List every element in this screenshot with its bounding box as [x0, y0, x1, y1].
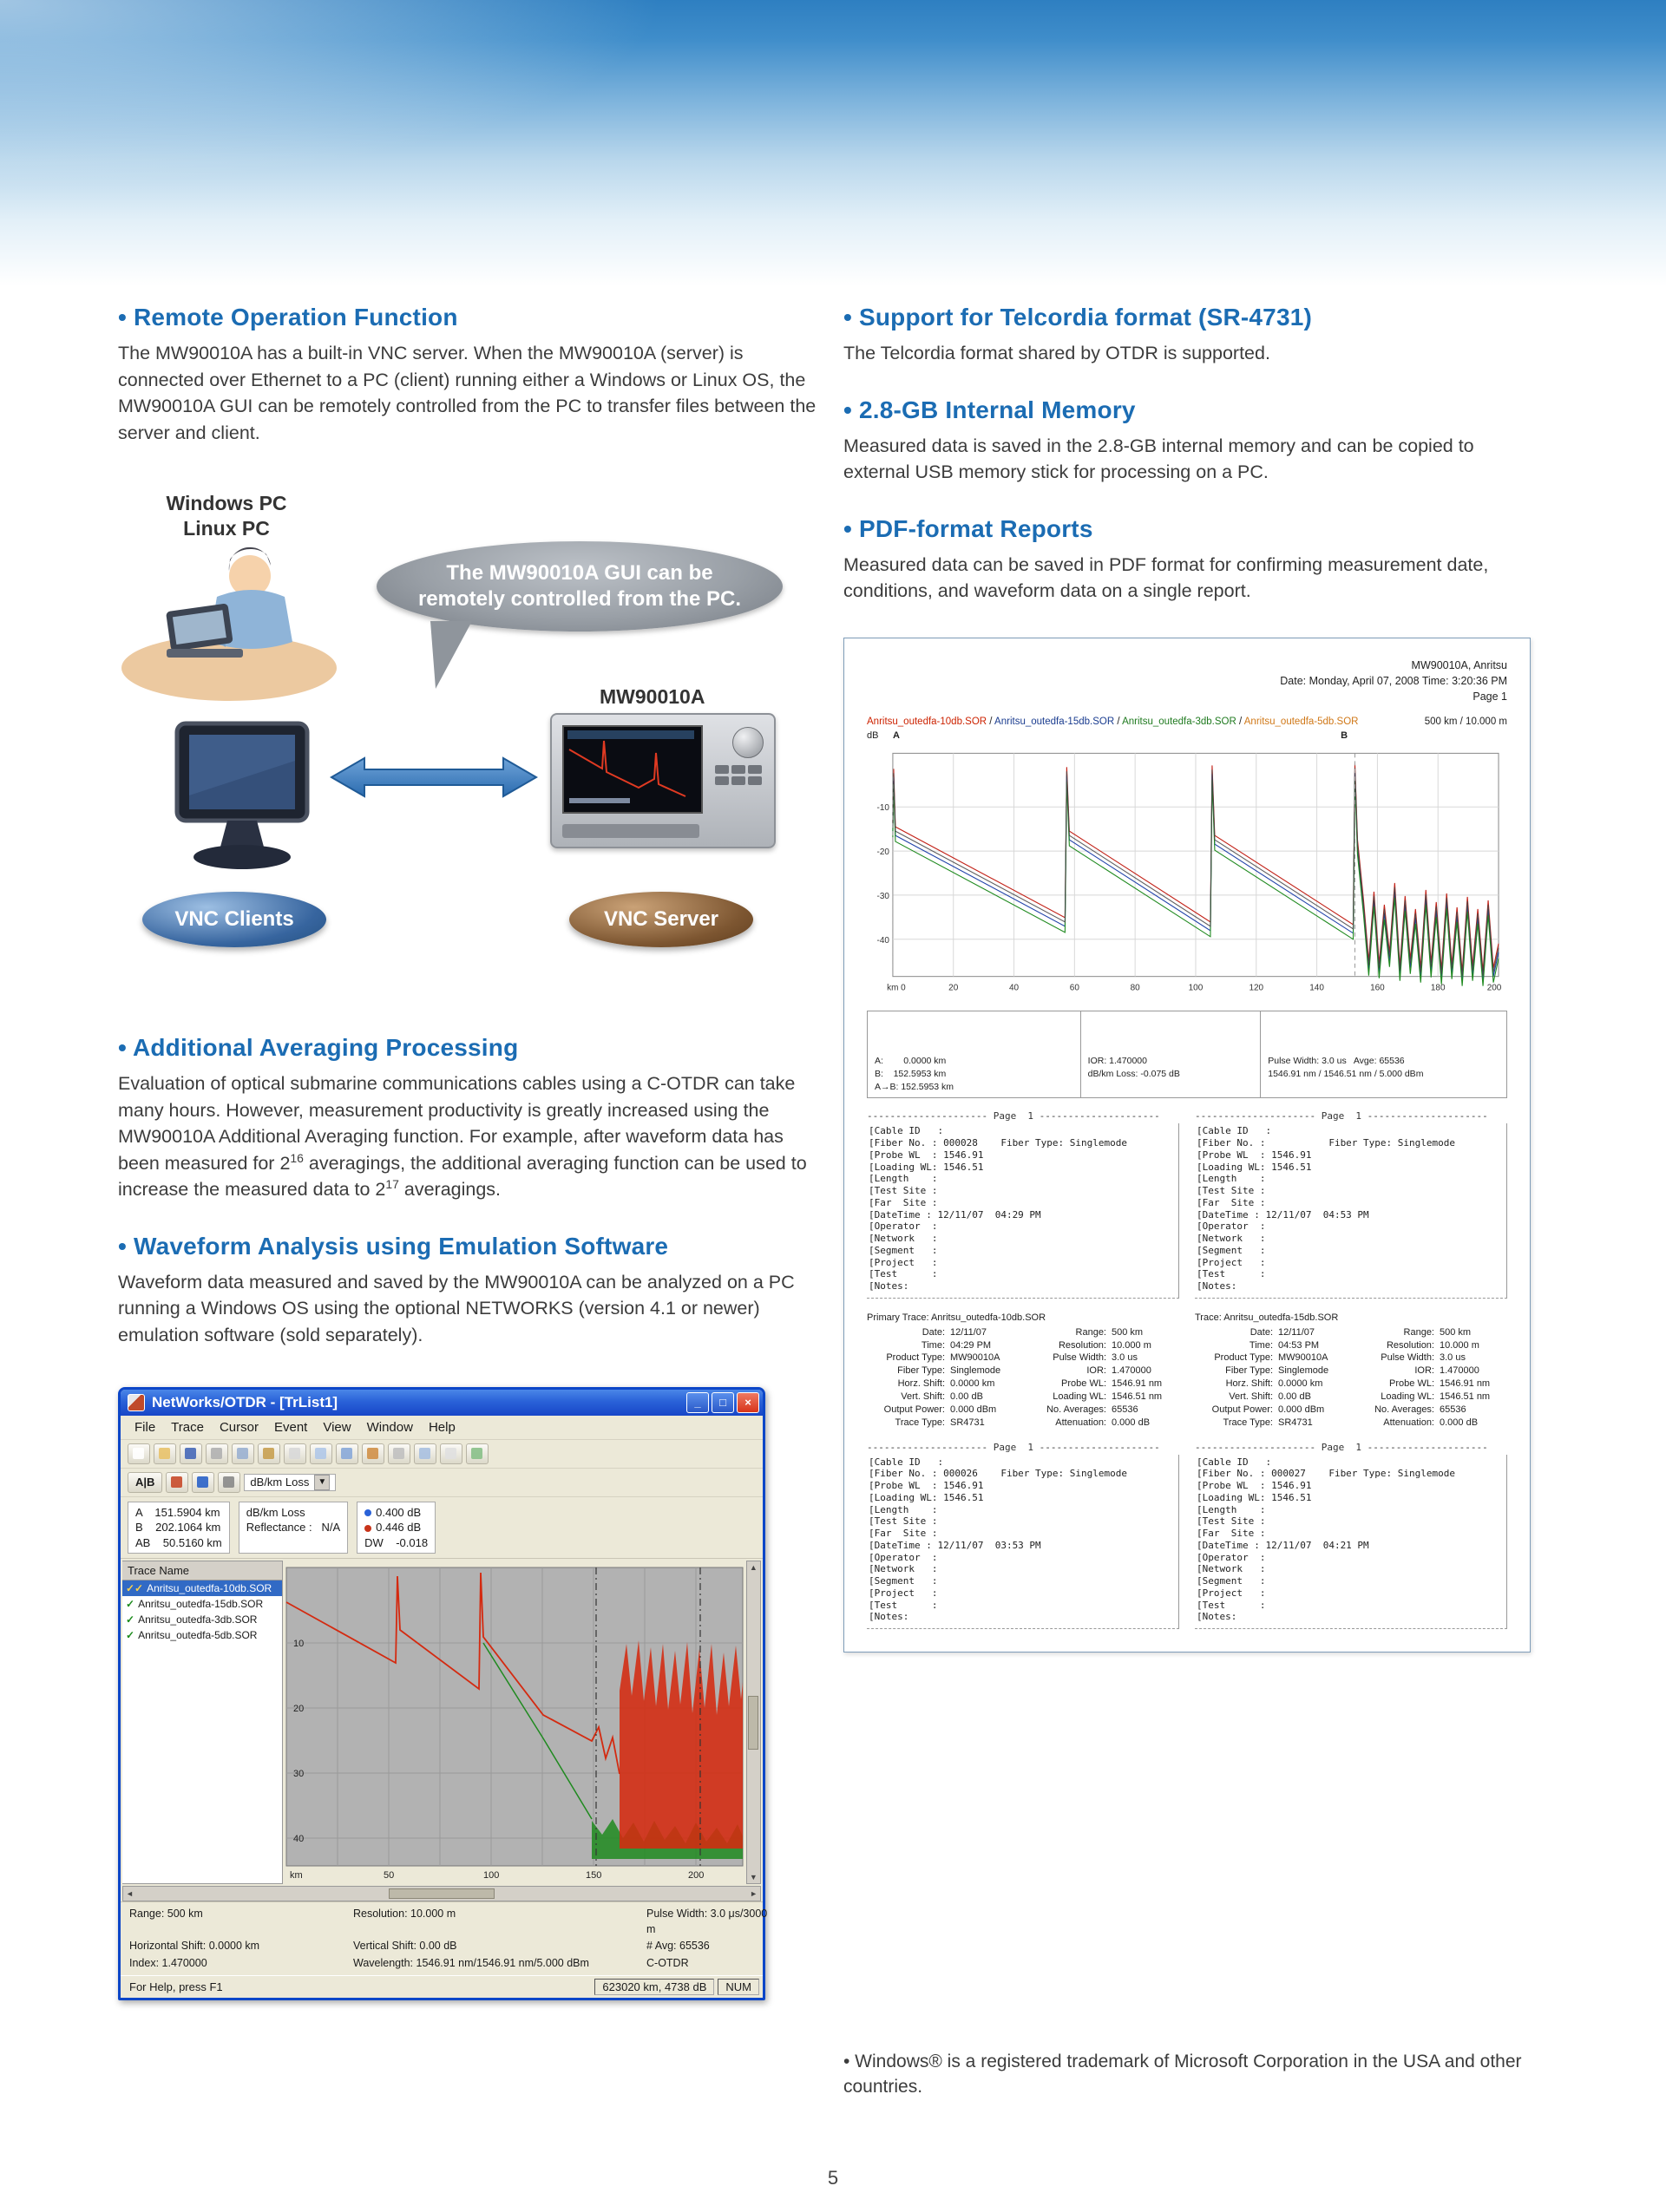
cursor-b-km: B 202.1064 km — [135, 1521, 221, 1535]
networks-otdr-window — [118, 1387, 768, 2001]
section-body-additional-averaging — [118, 1070, 823, 1203]
fiber-info-line: [Probe WL : 1546.91 — [869, 1480, 984, 1492]
window-title-bar[interactable] — [121, 1390, 763, 1416]
fiber-info-line: [Length : — [869, 1503, 938, 1515]
menu-item[interactable]: Trace — [171, 1419, 204, 1435]
svg-text:40: 40 — [292, 1834, 304, 1845]
instrument-screen — [562, 725, 703, 814]
device-model-label: MW90010A — [600, 685, 705, 709]
report-range-label: 500 km / 10.000 m — [1424, 716, 1507, 727]
waveform-chart-area[interactable] — [283, 1561, 746, 1884]
info-pulse-width: Pulse Width: 3.0 μs/3000 m — [646, 1908, 768, 1935]
svg-text:200: 200 — [687, 1870, 704, 1882]
loss-label: dB/km Loss — [246, 1505, 305, 1519]
menu-item[interactable]: Event — [273, 1419, 308, 1435]
toolbar-row2 — [121, 1469, 763, 1497]
fiber-info-line: [Notes: — [1197, 1611, 1237, 1623]
trace-list-item[interactable] — [122, 1580, 282, 1596]
primary-trace-title: Primary Trace: Anritsu_outedfa-10db.SOR — [867, 1312, 1046, 1323]
report-header-page: Page 1 — [1473, 690, 1507, 703]
function-keys — [715, 765, 765, 785]
report-trace-file-separator: / — [987, 716, 995, 727]
svg-text:180: 180 — [1430, 983, 1446, 993]
menu-item[interactable]: File — [134, 1419, 156, 1435]
fiber-info-line: [Fiber No. : 000028 Fiber Type: Singlemode — [869, 1137, 1128, 1149]
page-rule: --------------------- Page 1 --------------------- — [1195, 1441, 1488, 1453]
section-title-telcordia: • Support for Telcordia format (SR-4731) — [843, 304, 1313, 330]
cursor-a-icon[interactable] — [166, 1472, 188, 1493]
cursor-a-label: A — [893, 730, 900, 741]
fiber-info-line: [DateTime : 12/11/07 04:21 PM — [1197, 1539, 1369, 1551]
svg-text:120: 120 — [1249, 983, 1264, 993]
summary-row: Product Type: MW90010A Pulse Width: 3.0 us — [1214, 1352, 1466, 1364]
vnc-server-label: VNC Server — [603, 907, 719, 932]
scroll-down-icon[interactable]: ▼ — [749, 1873, 758, 1882]
report-info-line: IOR: 1.470000 — [1087, 1055, 1147, 1066]
report-waveform-chart — [867, 744, 1507, 1001]
vnc-clients-label: VNC Clients — [174, 907, 294, 932]
info-index: Index: 1.470000 — [129, 1956, 207, 1969]
db-axis-label: dB — [867, 730, 879, 741]
measurement-band — [121, 1497, 763, 1560]
remote-operation-diagram — [118, 491, 823, 994]
top-banner — [0, 0, 1666, 286]
minimize-button[interactable]: _ — [686, 1392, 709, 1413]
trace-list-item[interactable] — [122, 1596, 282, 1612]
section-title-memory: • 2.8-GB Internal Memory — [843, 396, 1136, 423]
left-column — [118, 304, 823, 2000]
report-trace-file-separator: / — [1114, 716, 1123, 727]
fiber-info-line: [Network : — [1197, 1563, 1266, 1575]
help-icon[interactable] — [466, 1443, 489, 1464]
section-title-remote-operation: • Remote Operation Function — [118, 304, 458, 330]
fiber-info-line: [DateTime : 12/11/07 04:53 PM — [1197, 1208, 1369, 1221]
menu-item[interactable]: Cursor — [219, 1419, 259, 1435]
status-help-text: For Help, press F1 — [129, 1980, 223, 1994]
fiber-info-line: [Test : — [1197, 1599, 1266, 1611]
fiber-info-line: [Length : — [869, 1173, 938, 1185]
paste-icon[interactable] — [258, 1443, 280, 1464]
chevron-down-icon[interactable]: ▼ — [314, 1475, 330, 1490]
section-body-telcordia: The Telcordia format shared by OTDR is supported. — [843, 343, 1270, 363]
fiber-info-line: [Notes: — [1197, 1280, 1237, 1293]
report-trace-files-row — [867, 717, 1507, 727]
fiber-info-line: [Notes: — [869, 1280, 909, 1293]
report-header — [867, 658, 1507, 704]
ab-compare-button[interactable]: A|B — [128, 1472, 162, 1493]
banner-glow — [0, 0, 666, 191]
scroll-left-icon[interactable]: ◄ — [126, 1889, 134, 1899]
report-trace-file-name: Anritsu_outedfa-5db.SOR — [1243, 716, 1359, 727]
fiber-info-block-c — [867, 1455, 1179, 1630]
secondary-trace-table — [1195, 1312, 1507, 1430]
report-info-line: A→B: 152.5953 km — [875, 1082, 954, 1093]
fiber-info-line: [Segment : — [869, 1575, 938, 1587]
fiber-info-line: [Operator : — [869, 1221, 938, 1233]
instrument-screen-trace — [564, 727, 698, 808]
horizontal-scrollbar[interactable] — [122, 1886, 761, 1901]
cursor-km-readouts — [128, 1502, 230, 1554]
section-body-pdf-reports: Measured data can be saved in PDF format for confirming measurement date, conditions, and waveform data on a single report. — [843, 553, 1489, 602]
fiber-info-line: [Project : — [1197, 1587, 1266, 1599]
fiber-info-line: [Project : — [869, 1587, 938, 1599]
report-trace-file-separator: / — [1236, 716, 1244, 727]
right-column — [843, 304, 1531, 1652]
speech-bubble — [377, 541, 783, 632]
summary-row: Date: 12/11/07 Range: 500 km — [1250, 1326, 1472, 1338]
trace-name-panel — [122, 1561, 283, 1884]
fiber-block-right-2 — [1195, 1430, 1507, 1630]
fiber-info-line: [Test : — [869, 1268, 938, 1280]
fiber-info-line: [Test : — [1197, 1268, 1266, 1280]
fiber-info-line: [Probe WL : 1546.91 — [1197, 1480, 1312, 1492]
fiber-info-line: [Test Site : — [869, 1185, 938, 1197]
cursor-b-label: B — [1341, 730, 1348, 741]
info-horizontal-shift: Horizontal Shift: 0.0000 km — [129, 1940, 260, 1953]
fiber-info-line: [Fiber No. : 000027 Fiber Type: Singlemode — [1197, 1468, 1456, 1480]
fiber-info-line: [Test : — [869, 1599, 938, 1611]
page-rule: --------------------- Page 1 --------------------- — [867, 1441, 1160, 1453]
section-body-memory: Measured data is saved in the 2.8-GB internal memory and can be copied to external USB memory stick for processing on a PC. — [843, 435, 1474, 483]
connector-strip — [562, 824, 699, 838]
svg-text:60: 60 — [1069, 983, 1079, 993]
averaging-text-3: averagings. — [398, 1179, 502, 1201]
pc-os-label-line1: Windows PC — [166, 492, 287, 515]
trace-list-item[interactable] — [122, 1612, 282, 1627]
fiber-info-line: [Operator : — [1197, 1551, 1266, 1563]
mw90010a-instrument — [550, 713, 776, 848]
svg-text:140: 140 — [1309, 983, 1324, 993]
summary-row: Time: 04:29 PM Resolution: 10.000 m — [921, 1339, 1151, 1351]
loss-value-2: 0.446 dB — [376, 1521, 422, 1535]
fiber-info-line: [Far Site : — [1197, 1196, 1266, 1208]
cursor-b-icon[interactable] — [192, 1472, 214, 1493]
svg-text:km 0: km 0 — [887, 983, 906, 993]
trace-check-icon: ✓ — [126, 1629, 135, 1642]
section-title-additional-averaging: • Additional Averaging Processing — [118, 1034, 519, 1062]
trace-check-icon: ✓ — [126, 1598, 135, 1611]
fiber-info-line: [Loading WL: 1546.51 — [1197, 1491, 1312, 1503]
svg-text:-40: -40 — [876, 935, 889, 946]
scroll-thumb[interactable] — [748, 1696, 758, 1750]
fiber-info-line: [Segment : — [1197, 1575, 1266, 1587]
print-icon[interactable] — [284, 1443, 306, 1464]
close-button[interactable]: × — [737, 1392, 759, 1413]
trace-overlay-icon[interactable] — [310, 1443, 332, 1464]
info-averages: # Avg: 65536 — [646, 1940, 710, 1953]
fiber-info-line: [Project : — [869, 1256, 938, 1268]
page-rule: --------------------- Page 1 --------------------- — [1195, 1110, 1488, 1122]
otdr-waveform-chart — [283, 1561, 746, 1882]
event-table-icon[interactable] — [336, 1443, 358, 1464]
report-info-line: Pulse Width: 3.0 us Avge: 65536 — [1268, 1055, 1405, 1066]
report-fiber-blocks-top — [867, 1098, 1507, 1299]
fiber-info-block-b — [1195, 1123, 1507, 1299]
report-chart-top-labels — [867, 730, 1507, 744]
cut-icon[interactable] — [206, 1443, 228, 1464]
info-resolution: Resolution: 10.000 m — [353, 1908, 456, 1921]
svg-text:100: 100 — [1188, 983, 1204, 993]
loss-value-1: 0.400 dB — [376, 1505, 422, 1519]
trace-list — [122, 1580, 282, 1643]
client-monitor-illustration — [168, 718, 316, 879]
svg-text:50: 50 — [383, 1870, 394, 1882]
status-bar — [121, 1975, 763, 1998]
fiber-info-line: [Test Site : — [1197, 1185, 1266, 1197]
vnc-clients-badge — [142, 892, 326, 947]
svg-text:150: 150 — [585, 1870, 601, 1882]
svg-text:km: km — [289, 1870, 303, 1882]
status-coordinates: 623020 km, 4738 dB — [594, 1979, 714, 1995]
reflectance-readout — [239, 1502, 348, 1554]
summary-row: Product Type: MW90010A Pulse Width: 3.0 us — [886, 1352, 1138, 1364]
report-cursor-info-bar — [867, 1011, 1507, 1098]
fiber-info-line: [Cable ID : — [1197, 1456, 1272, 1468]
maximize-button[interactable]: □ — [712, 1392, 734, 1413]
fiber-info-line: [Cable ID : — [869, 1125, 944, 1137]
report-pulse-readouts — [1261, 1011, 1506, 1097]
summary-row: Vert. Shift: 0.00 dB Loading WL: 1546.51 nm — [1229, 1391, 1491, 1402]
fiber-block-right — [1195, 1098, 1507, 1299]
fiber-info-line: [Fiber No. : Fiber Type: Singlemode — [1197, 1137, 1456, 1149]
copy-icon[interactable] — [232, 1443, 254, 1464]
svg-text:-10: -10 — [876, 803, 889, 814]
svg-text:40: 40 — [1008, 983, 1020, 993]
trace-list-item[interactable] — [122, 1627, 282, 1643]
cursor-ab-km: AB 50.5160 km — [135, 1535, 222, 1549]
report-info-line: dB/km Loss: -0.075 dB — [1087, 1068, 1180, 1079]
svg-text:200: 200 — [1486, 983, 1502, 993]
fiber-info-block-a — [867, 1123, 1179, 1299]
summary-row: Vert. Shift: 0.00 dB Loading WL: 1546.51 nm — [901, 1391, 1163, 1402]
vnc-server-badge — [569, 892, 753, 947]
grid-icon[interactable] — [440, 1443, 462, 1464]
fiber-info-line: [Network : — [869, 1563, 938, 1575]
speech-bubble-line1: The MW90010A GUI can be — [446, 561, 713, 586]
person-at-laptop-illustration — [118, 522, 344, 704]
rotary-knob — [732, 727, 764, 758]
fiber-info-line: [Segment : — [869, 1244, 938, 1256]
summary-row: Horz. Shift: 0.0000 km Probe WL: 1546.91 nm — [897, 1378, 1163, 1390]
speech-bubble-line2: remotely controlled from the PC. — [417, 587, 742, 612]
report-info-line: 1546.91 nm / 1546.51 nm / 5.000 dBm — [1268, 1068, 1424, 1079]
fiber-info-line: [Far Site : — [869, 1528, 938, 1540]
summary-row: Output Power: 0.000 dBm No. Averages: 65536 — [1211, 1404, 1466, 1415]
svg-text:-20: -20 — [876, 847, 889, 858]
loss-mode-value: dB/km Loss — [250, 1476, 310, 1489]
scroll-up-icon[interactable]: ▲ — [749, 1563, 758, 1573]
fiber-info-line: [Notes: — [869, 1611, 909, 1623]
vertical-scrollbar[interactable] — [746, 1561, 761, 1884]
marker-dot-icon — [364, 1525, 371, 1532]
report-trace-file-name: Anritsu_outedfa-3db.SOR — [1122, 716, 1236, 727]
fiber-info-line: [Probe WL : 1546.91 — [869, 1149, 984, 1161]
fiber-info-line: [Cable ID : — [869, 1456, 944, 1468]
fiber-info-line: [Far Site : — [1197, 1528, 1266, 1540]
svg-text:30: 30 — [292, 1769, 304, 1780]
fiber-info-line: [Loading WL: 1546.51 — [869, 1491, 984, 1503]
fiber-info-line: [Probe WL : 1546.91 — [1197, 1149, 1312, 1161]
scroll-right-icon[interactable]: ► — [750, 1889, 758, 1899]
summary-row: Fiber Type: Singlemode IOR: 1.470000 — [897, 1365, 1151, 1377]
dw-value: DW -0.018 — [364, 1535, 429, 1549]
page-rule: --------------------- Page 1 --------------------- — [867, 1110, 1160, 1122]
fiber-info-line: [Network : — [1197, 1233, 1266, 1245]
menu-item[interactable]: Help — [428, 1419, 456, 1435]
fiber-info-line: [Operator : — [1197, 1221, 1266, 1233]
svg-text:10: 10 — [292, 1639, 304, 1650]
summary-row: Trace Type: SR4731 Attenuation: 0.000 dB — [1223, 1417, 1479, 1428]
menu-item[interactable]: View — [323, 1419, 351, 1435]
primary-trace-table — [867, 1312, 1179, 1430]
averaging-sup-2: 17 — [385, 1177, 399, 1192]
status-numlock: NUM — [718, 1979, 759, 1995]
trace-panel-header: Trace Name — [122, 1561, 282, 1580]
trace-file-name: Anritsu_outedfa-15db.SOR — [138, 1598, 264, 1611]
svg-text:100: 100 — [482, 1870, 499, 1882]
averaging-text-1: Evaluation of optical submarine communications cables using a C-OTDR can take many hours. However, measurement productivity is greatly increased using the MW90010A Additional Averaging function. For example, after waveform data has been measured for 2 — [118, 1073, 796, 1174]
window-body — [121, 1559, 763, 1886]
svg-text:80: 80 — [1130, 983, 1140, 993]
save-icon[interactable] — [180, 1443, 202, 1464]
summary-row: Time: 04:53 PM Resolution: 10.000 m — [1249, 1339, 1479, 1351]
primary-trace-rows — [867, 1326, 1179, 1430]
trademark-footnote: • Windows® is a registered trademark of Microsoft Corporation in the USA and other countries. — [843, 2052, 1522, 2097]
fiber-info-line: [Length : — [1197, 1173, 1266, 1185]
section-title-emulation: • Waveform Analysis using Emulation Software — [118, 1232, 669, 1260]
info-range: Range: 500 km — [129, 1908, 203, 1921]
marker-icon[interactable] — [414, 1443, 436, 1464]
secondary-trace-title: Trace: Anritsu_outedfa-15db.SOR — [1195, 1312, 1339, 1323]
menu-item[interactable]: Window — [366, 1419, 413, 1435]
fiber-info-line: [Test Site : — [1197, 1515, 1266, 1528]
cursor-a-km: A 151.5904 km — [135, 1505, 220, 1519]
report-cursor-readouts — [868, 1011, 1081, 1097]
secondary-trace-rows — [1195, 1326, 1507, 1430]
toolbar — [121, 1440, 763, 1469]
summary-row: Fiber Type: Singlemode IOR: 1.470000 — [1225, 1365, 1479, 1377]
section-body-emulation: Waveform data measured and saved by the MW90010A can be analyzed on a PC running a Windows OS using the optional NETWORKS (version 4.1 or newer) emulation software (sold separately). — [118, 1271, 795, 1345]
speech-bubble-tail — [423, 621, 476, 690]
trace-check-icon: ✓✓ — [126, 1582, 144, 1595]
averaging-text-2: averagings, the additional averaging function can be used to increase the measured data to 2 — [118, 1152, 807, 1201]
fiber-block-left — [867, 1098, 1179, 1299]
info-wavelength: Wavelength: 1546.91 nm/1546.91 nm/5.000 dBm — [353, 1956, 589, 1969]
report-fiber-blocks-bottom — [867, 1430, 1507, 1630]
zoom-out-icon[interactable] — [388, 1443, 410, 1464]
marker-dot-icon — [364, 1509, 371, 1516]
window-title: NetWorks/OTDR - [TrList1] — [152, 1393, 338, 1410]
info-vertical-shift: Vertical Shift: 0.00 dB — [353, 1940, 457, 1953]
summary-row: Horz. Shift: 0.0000 km Probe WL: 1546.91 nm — [1225, 1378, 1491, 1390]
report-trace-file-name: Anritsu_outedfa-10db.SOR — [867, 716, 987, 727]
fiber-info-line: [Operator : — [869, 1551, 938, 1563]
trace-check-icon: ✓ — [126, 1613, 135, 1626]
fiber-info-line: [DateTime : 12/11/07 04:29 PM — [869, 1208, 1041, 1221]
fiber-info-line: [Fiber No. : 000026 Fiber Type: Singlemode — [869, 1468, 1128, 1480]
svg-text:160: 160 — [1370, 983, 1385, 993]
loss-mode-combo[interactable] — [244, 1474, 336, 1491]
report-info-line: B: 152.5953 km — [875, 1068, 947, 1079]
reflectance-value: Reflectance : N/A — [246, 1521, 341, 1535]
app-icon — [128, 1394, 145, 1411]
trace-file-name: Anritsu_outedfa-3db.SOR — [138, 1613, 258, 1626]
report-summary-tables — [867, 1312, 1507, 1430]
report-trace-files — [867, 717, 1425, 727]
fiber-info-line: [Loading WL: 1546.51 — [869, 1161, 984, 1173]
fiber-info-line: [Segment : — [1197, 1244, 1266, 1256]
zoom-in-icon[interactable] — [362, 1443, 384, 1464]
fiber-block-left-2 — [867, 1430, 1179, 1630]
expand-icon[interactable] — [218, 1472, 240, 1493]
report-ior-readouts — [1081, 1011, 1262, 1097]
section-body-remote-operation: The MW90010A has a built-in VNC server. When the MW90010A (server) is connected over Ethernet to a PC (client) running either a Windows or Linux OS, the MW90010A GUI can be remotely controlled from the PC to transfer files between the server and client. — [118, 343, 817, 443]
fiber-info-line: [Loading WL: 1546.51 — [1197, 1161, 1312, 1173]
report-header-model: MW90010A, Anritsu — [1411, 658, 1507, 671]
ethernet-double-arrow — [330, 751, 538, 803]
svg-text:20: 20 — [948, 983, 959, 993]
info-mode: C-OTDR — [646, 1956, 689, 1969]
averaging-sup-1: 16 — [290, 1150, 304, 1165]
scroll-thumb[interactable] — [389, 1888, 495, 1899]
measurement-info-panel — [121, 1901, 768, 1975]
open-icon[interactable] — [154, 1443, 176, 1464]
fiber-info-line: [Length : — [1197, 1503, 1266, 1515]
report-info-line: A: 0.0000 km — [875, 1055, 947, 1066]
new-icon[interactable] — [128, 1443, 150, 1464]
fiber-info-line: [Test Site : — [869, 1515, 938, 1528]
trace-file-name: Anritsu_outedfa-5db.SOR — [138, 1629, 258, 1642]
report-trace-file-name: Anritsu_outedfa-15db.SOR — [994, 716, 1115, 727]
report-header-date: Date: Monday, April 07, 2008 Time: 3:20:36 PM — [1280, 674, 1507, 687]
summary-row: Date: 12/11/07 Range: 500 km — [922, 1326, 1144, 1338]
loss-readouts — [357, 1502, 436, 1554]
page-number: 5 — [827, 2167, 839, 2189]
summary-row: Output Power: 0.000 dBm No. Averages: 65536 — [883, 1404, 1138, 1415]
menu-bar — [121, 1416, 763, 1440]
pdf-report-preview — [843, 638, 1531, 1652]
summary-row: Trace Type: SR4731 Attenuation: 0.000 dB — [895, 1417, 1151, 1428]
fiber-info-line: [Far Site : — [869, 1196, 938, 1208]
fiber-info-block-d — [1195, 1455, 1507, 1630]
fiber-info-line: [Cable ID : — [1197, 1125, 1272, 1137]
svg-text:20: 20 — [292, 1704, 304, 1715]
fiber-info-line: [Network : — [869, 1233, 938, 1245]
fiber-info-line: [Project : — [1197, 1256, 1266, 1268]
section-title-pdf-reports: • PDF-format Reports — [843, 514, 1093, 542]
trace-file-name: Anritsu_outedfa-10db.SOR — [147, 1582, 272, 1595]
svg-text:-30: -30 — [876, 891, 889, 901]
fiber-info-line: [DateTime : 12/11/07 03:53 PM — [869, 1539, 1041, 1551]
pc-os-label-line2: Linux PC — [183, 516, 270, 540]
